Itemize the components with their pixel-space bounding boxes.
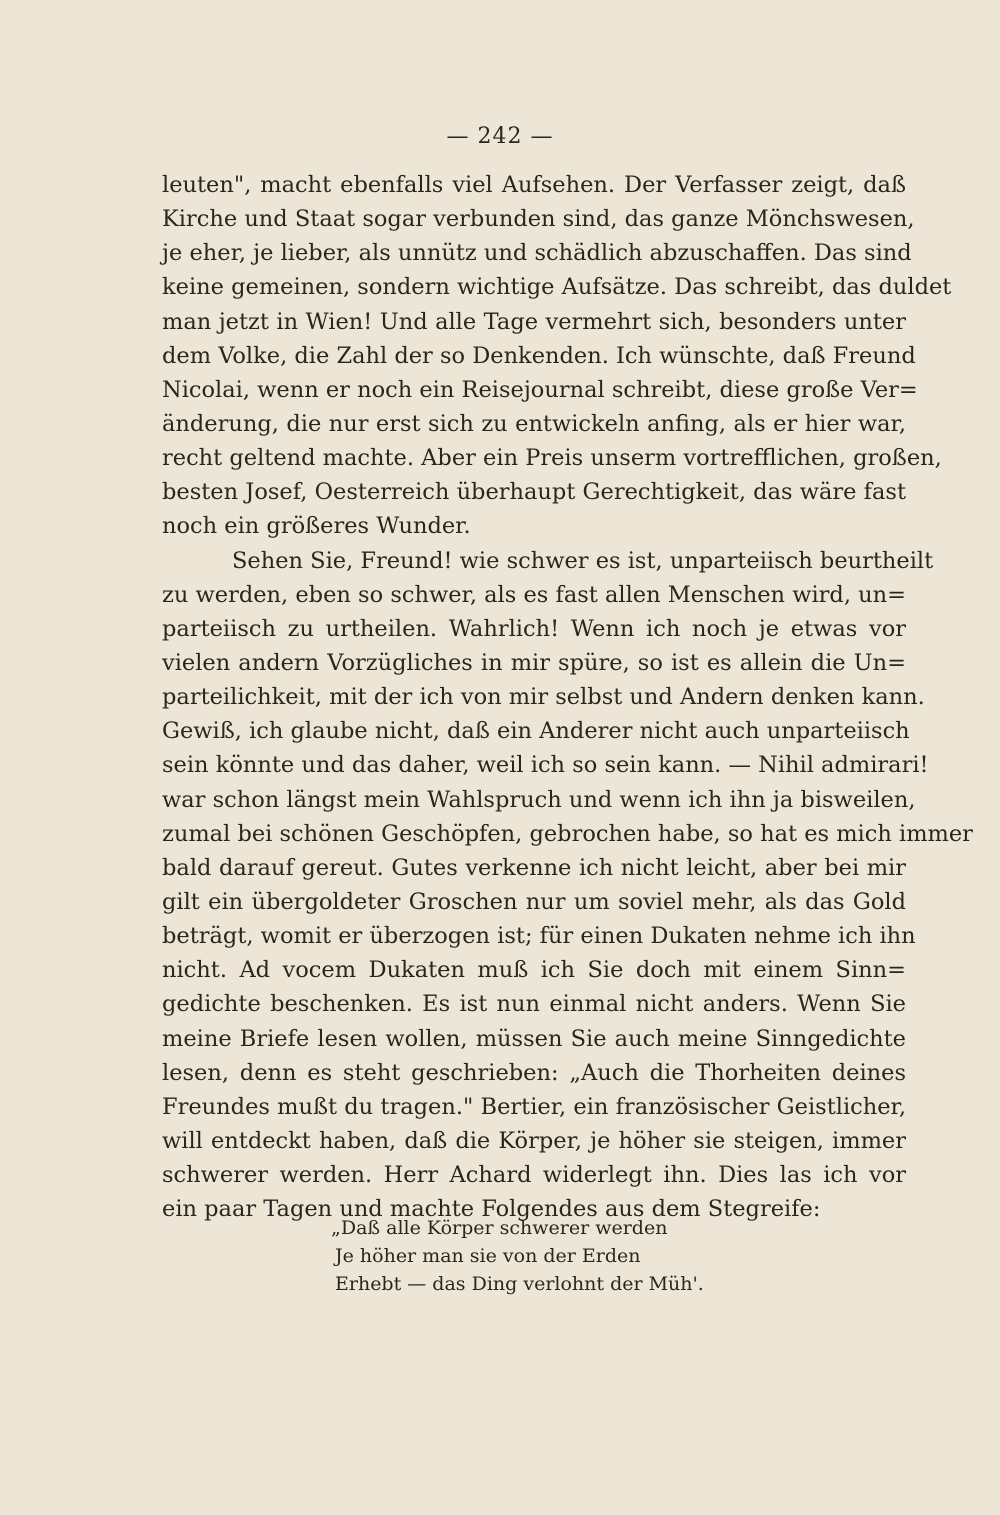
verse-line: Je höher man sie von der Erden	[335, 1245, 641, 1267]
body-text	[162, 168, 973, 1226]
text-line: Sehen Sie, Freund! wie schwer es ist, unparteiisch beurtheilt	[232, 547, 934, 574]
text-line: parteilichkeit, mit der ich von mir selbst und Andern denken kann.	[162, 684, 925, 711]
text-line: schwerer werden. Herr Achard widerlegt ihn. Dies las ich vor	[162, 1162, 906, 1189]
verse-line: Erhebt — das Ding verlohnt der Müh'.	[335, 1273, 704, 1295]
text-line: nicht. Ad vocem Dukaten muß ich Sie doch mit einem Sinn=	[162, 957, 906, 984]
text-line: beträgt, womit er überzogen ist; für einen Dukaten nehme ich ihn	[162, 923, 916, 950]
text-line: gedichte beschenken. Es ist nun einmal nicht anders. Wenn Sie	[162, 991, 906, 1018]
text-line: meine Briefe lesen wollen, müssen Sie auch meine Sinngedichte	[162, 1025, 906, 1052]
text-line: man jetzt in Wien! Und alle Tage vermehrt sich, besonders unter	[162, 308, 906, 335]
text-line: Gewiß, ich glaube nicht, daß ein Anderer nicht auch unparteiisch	[162, 718, 910, 745]
text-line: besten Josef, Oesterreich überhaupt Gerechtigkeit, das wäre fast	[162, 479, 906, 506]
paragraph-2	[162, 544, 973, 1227]
text-line: ein paar Tagen und machte Folgendes aus dem Stegreife:	[162, 1196, 821, 1223]
text-line: bald darauf gereut. Gutes verkenne ich nicht leicht, aber bei mir	[162, 854, 906, 881]
text-line: dem Volke, die Zahl der so Denkenden. Ich wünschte, daß Freund	[162, 342, 916, 369]
text-line: änderung, die nur erst sich zu entwickeln anfing, als er hier war,	[162, 410, 906, 437]
verse	[331, 1214, 755, 1298]
text-line: gilt ein übergoldeter Groschen nur um soviel mehr, als das Gold	[162, 888, 906, 915]
text-line: zumal bei schönen Geschöpfen, gebrochen habe, so hat es mich immer	[162, 820, 973, 847]
text-line: Freundes mußt du tragen." Bertier, ein französischer Geistlicher,	[162, 1093, 906, 1120]
verse-line: „Daß alle Körper schwerer werden	[331, 1217, 668, 1239]
text-line: vielen andern Vorzügliches in mir spüre, so ist es allein die Un=	[162, 649, 906, 676]
text-line: Nicolai, wenn er noch ein Reisejournal schreibt, diese große Ver=	[162, 376, 918, 403]
text-line: leuten", macht ebenfalls viel Aufsehen. Der Verfasser zeigt, daß	[162, 172, 906, 198]
text-line: war schon längst mein Wahlspruch und wenn ich ihn ja bisweilen,	[162, 786, 916, 813]
text-line: lesen, denn es steht geschrieben: „Auch die Thorheiten deines	[162, 1059, 906, 1086]
text-line: keine gemeinen, sondern wichtige Aufsätze. Das schreibt, das duldet	[162, 274, 952, 301]
text-line: zu werden, eben so schwer, als es fast allen Menschen wird, un=	[162, 581, 906, 608]
text-line: sein könnte und das daher, weil ich so sein kann. — Nihil admirari!	[162, 752, 929, 779]
page-number: — 242 —	[446, 124, 554, 149]
text-line: Kirche und Staat sogar verbunden sind, das ganze Mönchswesen,	[162, 206, 915, 233]
text-line: noch ein größeres Wunder.	[162, 513, 471, 540]
paragraph-1	[162, 168, 952, 544]
text-line: je eher, je lieber, als unnütz und schädlich abzuschaffen. Das sind	[162, 240, 912, 267]
text-line: parteiisch zu urtheilen. Wahrlich! Wenn ich noch je etwas vor	[162, 615, 906, 642]
text-line: recht geltend machte. Aber ein Preis unserm vortrefflichen, großen,	[162, 445, 942, 472]
text-line: will entdeckt haben, daß die Körper, je höher sie steigen, immer	[162, 1127, 906, 1154]
